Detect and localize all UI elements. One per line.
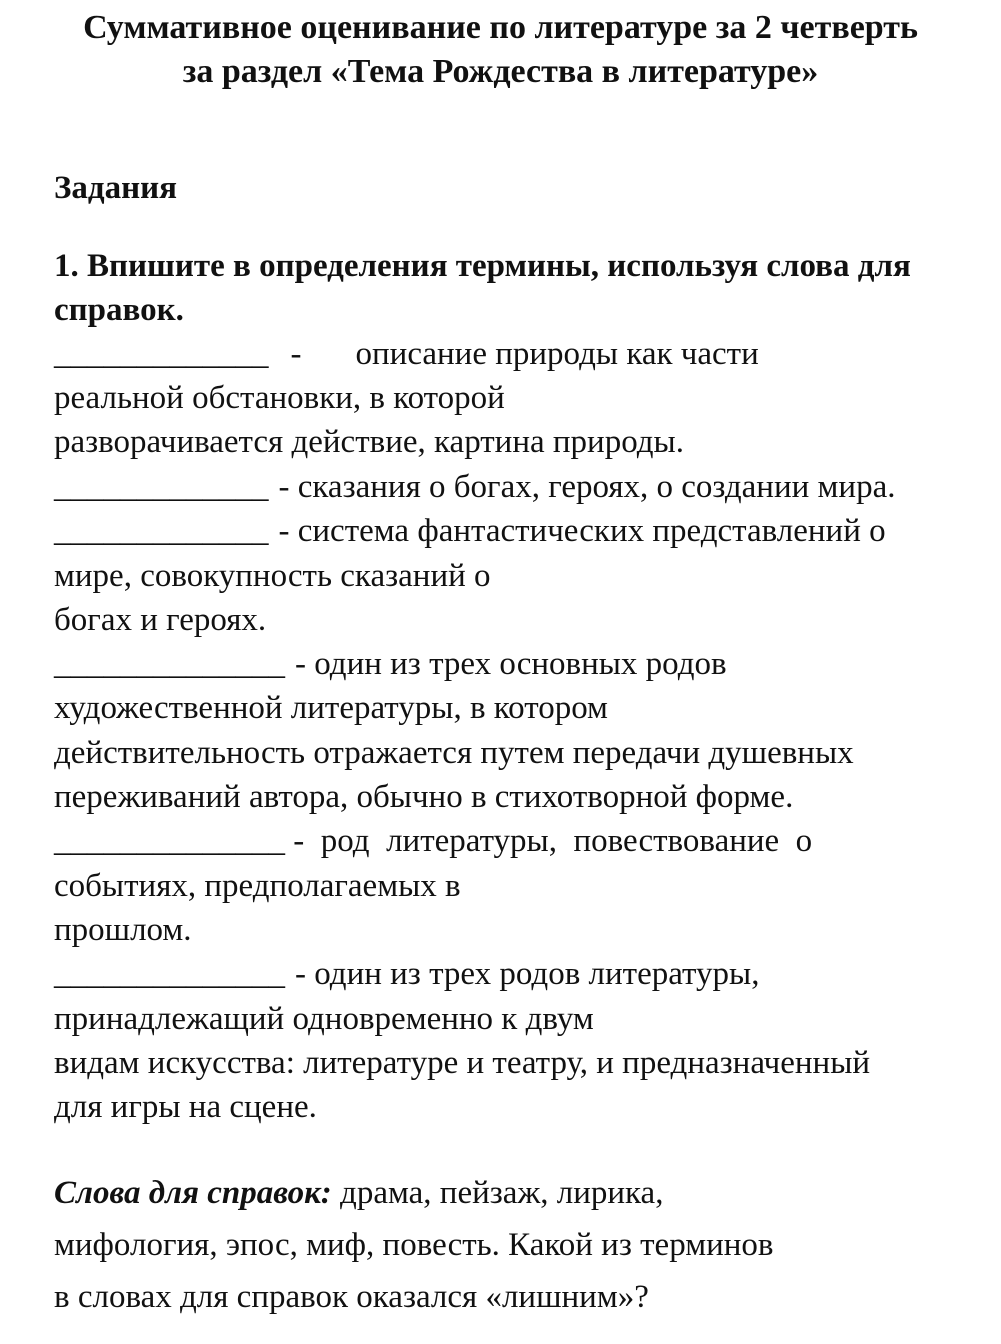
definition-4-line-1 bbox=[54, 646, 727, 683]
definition-3-line-1 bbox=[54, 513, 886, 550]
definition-text: описание природы как части bbox=[355, 336, 759, 372]
answer-blank[interactable]: ______________ bbox=[54, 956, 285, 992]
definition-4-line-3: действительность отражается путем передачи душевных bbox=[54, 735, 854, 771]
reference-line-1 bbox=[54, 1175, 663, 1212]
page-title-line-1: Суммативное оценивание по литературе за 2 четверть bbox=[83, 9, 918, 46]
definition-1-line-2: реальной обстановки, в которой bbox=[54, 380, 505, 416]
definition-5-line-1 bbox=[54, 823, 812, 860]
task-1-heading-line-2: справок. bbox=[54, 292, 184, 328]
answer-blank[interactable]: _____________ bbox=[54, 513, 269, 549]
definition-text: - род литературы, повествование о bbox=[285, 823, 813, 859]
reference-words: драма, пейзаж, лирика, bbox=[331, 1175, 664, 1211]
definition-5-line-3: прошлом. bbox=[54, 912, 192, 948]
definition-1-line-1 bbox=[54, 336, 759, 373]
task-1-heading-line-1: 1. Впишите в определения термины, используя слова для bbox=[54, 248, 911, 284]
definition-text: - сказания о богах, героях, о создании мира. bbox=[278, 469, 896, 505]
definition-1-line-3: разворачивается действие, картина природы. bbox=[54, 424, 684, 460]
definition-2-line-1 bbox=[54, 469, 895, 506]
definition-3-line-3: богах и героях. bbox=[54, 602, 267, 638]
definition-text: - один из трех родов литературы, bbox=[295, 956, 760, 992]
definition-6-line-3: видам искусства: литературе и театру, и предназначенный bbox=[54, 1045, 871, 1081]
answer-blank[interactable]: ______________ bbox=[54, 823, 285, 859]
definition-4-line-2: художественной литературы, в котором bbox=[54, 690, 608, 726]
definition-6-line-2: принадлежащий одновременно к двум bbox=[54, 1001, 594, 1037]
definition-6-line-4: для игры на сцене. bbox=[54, 1089, 317, 1125]
reference-line-3: в словах для справок оказался «лишним»? bbox=[54, 1279, 649, 1315]
page-title-line-2: за раздел «Тема Рождества в литературе» bbox=[182, 53, 819, 90]
definition-3-line-2: мире, совокупность сказаний о bbox=[54, 558, 491, 594]
reference-label: Слова для справок: bbox=[54, 1175, 332, 1211]
definition-6-line-1 bbox=[54, 956, 759, 993]
answer-blank[interactable]: _____________ bbox=[54, 336, 269, 372]
definition-text: - один из трех основных родов bbox=[295, 646, 727, 682]
definition-dash: - bbox=[290, 336, 302, 372]
answer-blank[interactable]: _____________ bbox=[54, 469, 269, 505]
definition-text: - система фантастических представлений о bbox=[278, 513, 886, 549]
answer-blank[interactable]: ______________ bbox=[54, 646, 285, 682]
definition-5-line-2: событиях, предполагаемых в bbox=[54, 868, 461, 904]
reference-line-2: мифология, эпос, миф, повесть. Какой из терминов bbox=[54, 1227, 774, 1263]
definition-4-line-4: переживаний автора, обычно в стихотворной форме. bbox=[54, 779, 794, 815]
section-heading: Задания bbox=[54, 170, 177, 206]
